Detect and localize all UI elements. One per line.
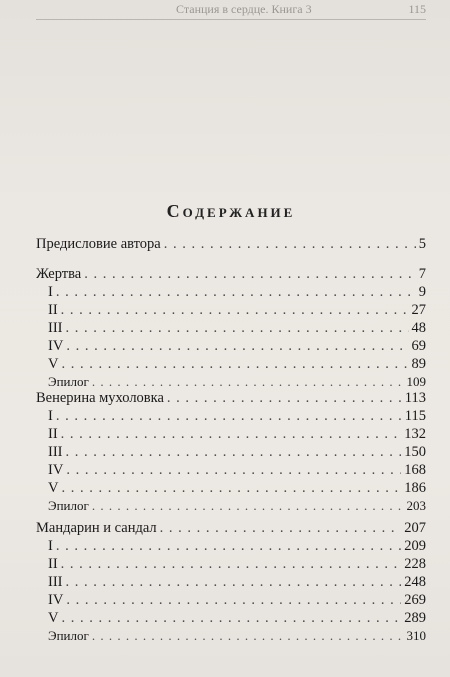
toc-entry[interactable] xyxy=(48,300,426,320)
toc-entry-page: 186 xyxy=(404,480,426,496)
toc-entry-title: Мандарин и сандал xyxy=(36,520,157,536)
toc-entry[interactable] xyxy=(48,590,426,610)
toc-heading: Содержание xyxy=(166,201,296,221)
toc-entry-page: 5 xyxy=(418,236,426,252)
toc-entry-title: Эпилог xyxy=(48,498,89,513)
toc-entry[interactable] xyxy=(36,234,426,254)
dot-leader xyxy=(84,264,416,284)
dot-leader xyxy=(92,496,404,516)
toc-entry-title: II xyxy=(48,426,58,442)
toc-entry[interactable] xyxy=(48,354,426,374)
toc-entry-page: 269 xyxy=(404,592,426,608)
dot-leader xyxy=(56,282,416,302)
toc-entry-title: IV xyxy=(48,462,64,478)
toc-entry-page: 115 xyxy=(404,408,426,424)
dot-leader xyxy=(61,300,409,320)
toc-entry-page: 209 xyxy=(404,538,426,554)
dot-leader xyxy=(66,460,401,480)
dot-leader xyxy=(66,318,409,338)
running-title: Станция в сердце. Книга 3 xyxy=(176,2,312,16)
toc-entry-page: 7 xyxy=(418,266,426,282)
dot-leader xyxy=(167,388,402,408)
toc-entry[interactable] xyxy=(48,282,426,302)
toc-entry-page: 150 xyxy=(404,444,426,460)
toc-entry[interactable] xyxy=(48,318,426,338)
dot-leader xyxy=(61,608,401,628)
toc-entry[interactable] xyxy=(36,264,426,284)
toc-entry-title: I xyxy=(48,538,53,554)
toc-entry-title: I xyxy=(48,408,53,424)
toc-entry-page: 289 xyxy=(404,610,426,626)
toc-entry-title: Эпилог xyxy=(48,628,89,643)
toc-entry-page: 168 xyxy=(404,462,426,478)
toc-entry-page: 132 xyxy=(404,426,426,442)
dot-leader xyxy=(66,572,402,592)
toc-entry-title: II xyxy=(48,556,58,572)
toc-entry-page: 207 xyxy=(404,520,426,536)
toc-entry-title: I xyxy=(48,284,53,300)
toc-entry-title: V xyxy=(48,356,59,372)
toc-entry-page: 48 xyxy=(411,320,426,336)
page-number: 115 xyxy=(408,2,426,16)
toc-entry-title: Эпилог xyxy=(48,374,89,389)
toc-entry[interactable] xyxy=(48,406,426,426)
dot-leader xyxy=(61,424,402,444)
toc-entry-page: 27 xyxy=(411,302,426,318)
toc-entry-title: IV xyxy=(48,592,64,608)
toc-entry[interactable] xyxy=(48,626,426,646)
toc-entry[interactable] xyxy=(48,478,426,498)
toc-entry-page: 113 xyxy=(404,390,426,406)
toc-entry[interactable] xyxy=(48,460,426,480)
toc-entry[interactable] xyxy=(48,554,426,574)
toc-entry-title: III xyxy=(48,444,63,460)
dot-leader xyxy=(160,518,402,538)
toc-entry-title: Венерина мухоловка xyxy=(36,390,164,406)
dot-leader xyxy=(66,442,402,462)
toc-entry[interactable] xyxy=(48,572,426,592)
dot-leader xyxy=(61,478,401,498)
toc-entry-page: 69 xyxy=(411,338,426,354)
toc-entry-page: 228 xyxy=(404,556,426,572)
toc-entry[interactable] xyxy=(48,424,426,444)
toc-entry-page: 89 xyxy=(411,356,426,372)
dot-leader xyxy=(92,626,404,646)
toc-entry-title: Жертва xyxy=(36,266,82,282)
toc-entry[interactable] xyxy=(48,608,426,628)
toc-entry-title: Предисловие автора xyxy=(36,236,161,252)
toc-entry-page: 109 xyxy=(406,374,426,389)
toc-entry-page: 203 xyxy=(406,498,426,513)
toc-entry[interactable] xyxy=(36,518,426,538)
toc-entry-page: 248 xyxy=(404,574,426,590)
toc-entry-title: V xyxy=(48,610,59,626)
toc-entry[interactable] xyxy=(36,388,426,408)
toc-entry-title: II xyxy=(48,302,58,318)
toc-entry-title: V xyxy=(48,480,59,496)
dot-leader xyxy=(56,406,402,426)
header-divider xyxy=(36,19,426,20)
toc-entry[interactable] xyxy=(48,336,426,356)
toc-entry[interactable] xyxy=(48,536,426,556)
toc-entry[interactable] xyxy=(48,496,426,516)
toc-entry[interactable] xyxy=(48,442,426,462)
toc-entry-title: III xyxy=(48,320,63,336)
dot-leader xyxy=(56,536,401,556)
dot-leader xyxy=(164,234,416,254)
toc-entry-title: III xyxy=(48,574,63,590)
dot-leader xyxy=(61,554,402,574)
dot-leader xyxy=(61,354,408,374)
toc-entry-page: 310 xyxy=(406,628,426,643)
toc-entry-title: IV xyxy=(48,338,64,354)
dot-leader xyxy=(66,336,408,356)
running-header xyxy=(176,2,426,16)
toc-entry-page: 9 xyxy=(418,284,426,300)
dot-leader xyxy=(66,590,401,610)
